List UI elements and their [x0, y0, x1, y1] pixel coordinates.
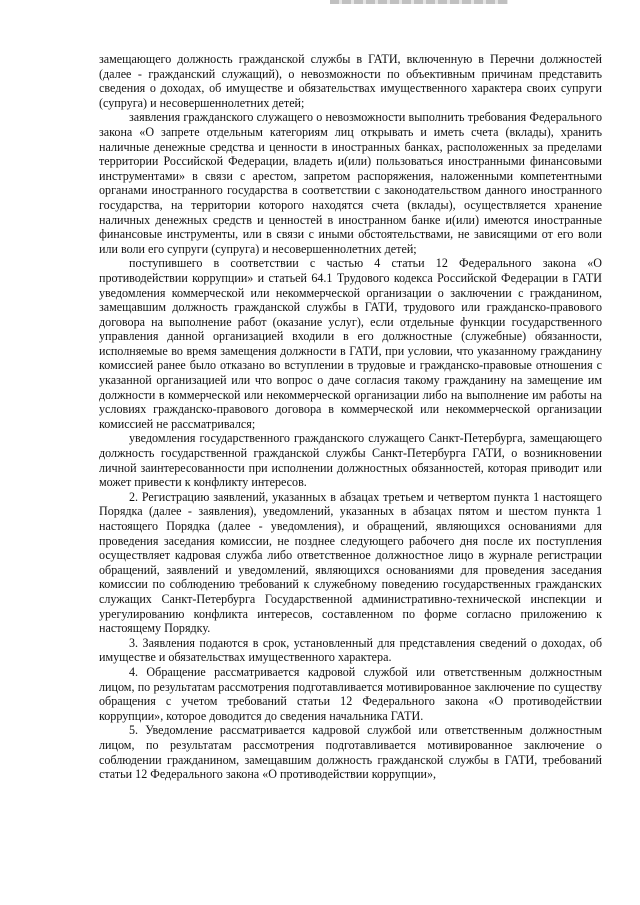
paragraph: 3. Заявления подаются в срок, установленный для представления сведений о доходах, об имуществе и обязательствах имущественного характера. [99, 635, 602, 665]
paragraph: заявления гражданского служащего о невозможности выполнить требования Федерального закона «О запрете отдельным категориям лиц открывать и иметь счета (вклады), хранить наличные денежные средства и ценности в иностранных банках, расположенных за пределами территории Российской Федерации, владеть и(или) пользоваться иностранными финансовыми инструментами» в связи с арестом, запретом распоряжения, наложенными компетентными органами иностранного государства в соответствии с законодательством данного иностранного государства, на территории которого находятся счета (вклады), осуществляется хранение наличных денежных средств и ценностей в иностранном банке и(или) имеются иностранные финансовые инструменты, или в связи с иными обстоятельствами, не зависящими от его воли или воли его супруги (супруга) и несовершеннолетних детей; [99, 110, 602, 256]
paragraph: уведомления государственного гражданского служащего Санкт-Петербурга, замещающего должность государственной гражданской службы Санкт-Петербурга ГАТИ, о возникновении личной заинтересованности при исполнении должностных обязанностей, которая приводит или может привести к конфликту интересов. [99, 431, 602, 490]
paragraph: поступившего в соответствии с частью 4 статьи 12 Федерального закона «О противодействии коррупции» и статьей 64.1 Трудового кодекса Российской Федерации в ГАТИ уведомления коммерческой или некоммерческой организации о заключении с гражданином, замещавшим должность гражданской службы в ГАТИ, трудового или гражданско-правового договора на выполнение работ (оказание услуг), если отдельные функции государственного управления данной организацией входили в его должностные (служебные) обязанности, исполняемые во время замещения должности в ГАТИ, при условии, что указанному гражданину комиссией ранее было отказано во вступлении в трудовые и гражданско-правовые отношения с указанной организацией или что вопрос о даче согласия такому гражданину на замещение им должности в коммерческой или некоммерческой организации либо на выполнение им работы на условиях гражданско-правового договора в коммерческой или некоммерческой организации комиссией не рассматривался; [99, 256, 602, 431]
scan-header-mark [330, 0, 508, 4]
document-body [99, 52, 602, 782]
paragraph: 5. Уведомление рассматривается кадровой службой или ответственным должностным лицом, по результатам рассмотрения подготавливается мотивированное заключение о соблюдении гражданином, замещавшим должность гражданской службы в ГАТИ, требований статьи 12 Федерального закона «О противодействии коррупции», [99, 723, 602, 782]
paragraph: 2. Регистрацию заявлений, указанных в абзацах третьем и четвертом пункта 1 настоящего Порядка (далее - заявления), уведомлений, указанных в абзацах пятом и шестом пункта 1 настоящего Порядка (далее - уведомления), и обращений, являющихся основаниями для проведения заседания комиссии, не позднее следующего рабочего дня после их поступления осуществляет кадровая служба либо ответственное должностное лицо в журнале регистрации обращений, заявлений и уведомлений, являющихся основаниями для проведения заседания комиссии по соблюдению требований к служебному поведению государственных гражданских служащих Санкт-Петербурга Государственной административно-технической инспекции и урегулированию конфликта интересов, составленном по форме согласно приложению к настоящему Порядку. [99, 489, 602, 636]
paragraph: 4. Обращение рассматривается кадровой службой или ответственным должностным лицом, по результатам рассмотрения подготавливается мотивированное заключение по существу обращения с учетом требований статьи 12 Федерального закона «О противодействии коррупции», которое доводится до сведения начальника ГАТИ. [99, 664, 602, 723]
paragraph: замещающего должность гражданской службы в ГАТИ, включенную в Перечни должностей (далее - гражданский служащий), о невозможности по объективным причинам представить сведения о доходах, об имуществе и обязательствах имущественного характера своих супруги (супруга) и несовершеннолетних детей; [99, 52, 602, 110]
